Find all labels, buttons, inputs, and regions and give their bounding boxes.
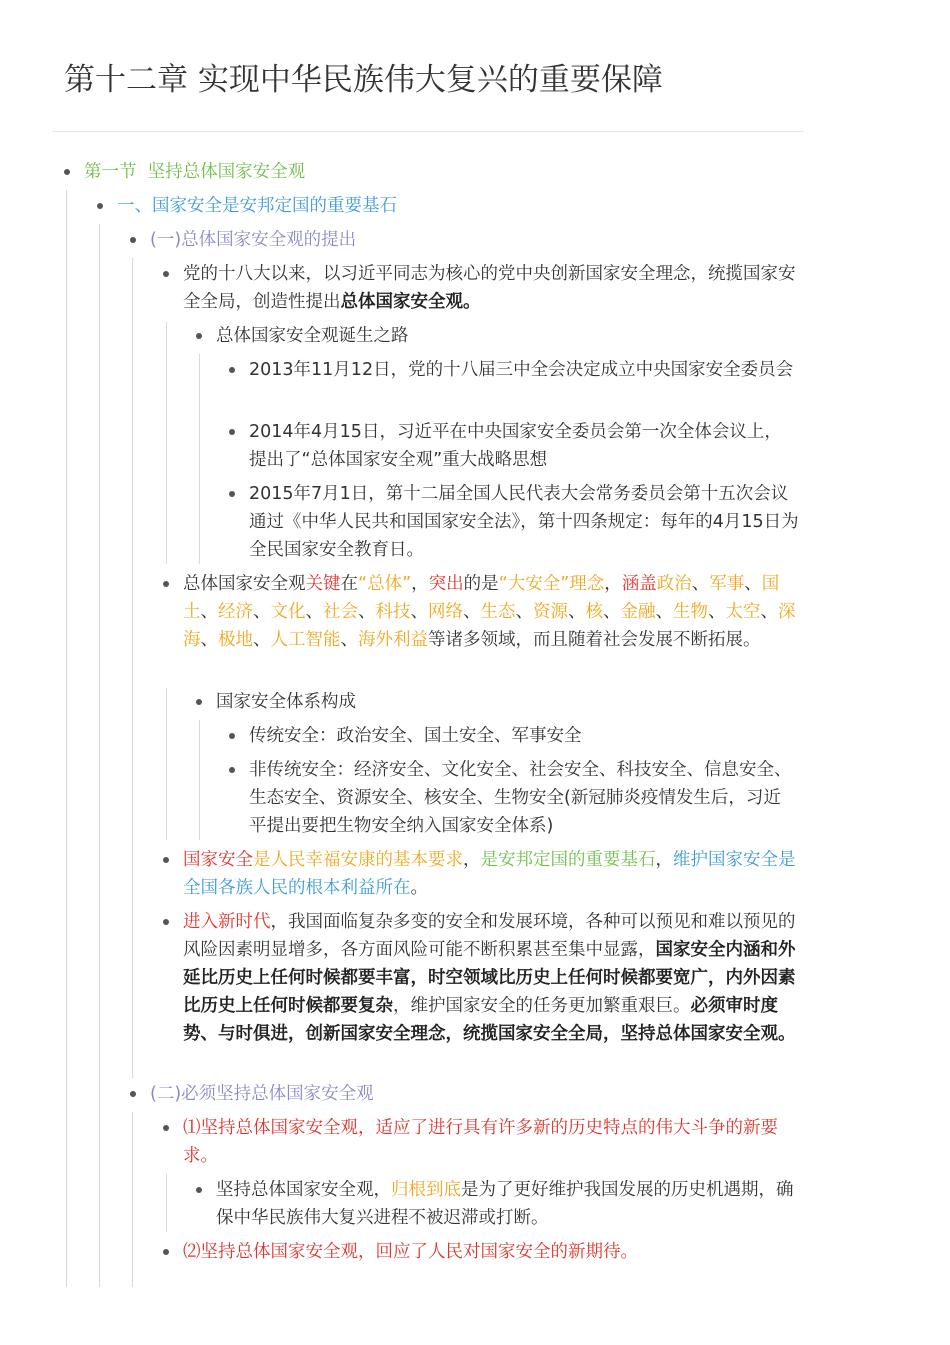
domain-term: 生物 <box>673 602 708 622</box>
list-item: ⑴坚持总体国家安全观，适应了进行具有许多新的历史特点的伟大斗争的新要求。 <box>183 1114 808 1170</box>
domain-term: 政治 <box>656 574 692 594</box>
domain-separator: 、 <box>708 602 726 622</box>
bullet-icon <box>130 1091 136 1097</box>
domain-separator: 、 <box>463 602 481 622</box>
subsection-title: (二)必须坚持总体国家安全观 <box>150 1084 374 1104</box>
domain-term: 极地 <box>218 630 253 650</box>
domain-separator: 、 <box>744 574 762 594</box>
guide-line-level2 <box>99 224 100 1287</box>
bullet-icon <box>196 333 202 339</box>
list-item: 2013年11月12日，党的十八届三中全会决定成立中央国家安全委员会 <box>249 356 797 384</box>
list-item: 总体国家安全观诞生之路 <box>216 322 804 350</box>
part-heading <box>117 192 804 220</box>
list-item: 国家安全体系构成 <box>216 688 804 716</box>
domain-separator: 、 <box>691 574 710 594</box>
page-title: 第十二章 实现中华民族伟大复兴的重要保障 <box>64 62 663 98</box>
domain-term: 海外利益 <box>358 630 428 650</box>
domain-separator: 、 <box>200 630 218 650</box>
domain-separator: 、 <box>253 630 271 650</box>
bullet-icon <box>163 271 169 277</box>
list-item: 非传统安全：经济安全、文化安全、社会安全、科技安全、信息安全、生态安全、资源安全、核安全、生物安全(新冠肺炎疫情发生后，习近平提出要把生物安全纳入国家安全体系) <box>249 756 797 840</box>
bullet-icon <box>196 699 202 705</box>
bullet-icon <box>229 733 235 739</box>
list-item: 2014年4月15日，习近平在中央国家安全委员会第一次全体会议上，提出了“总体国家安全观”重大战略思想 <box>249 418 797 474</box>
guide-line-level3b <box>132 1112 133 1287</box>
domain-separator: 、 <box>515 602 533 622</box>
list-item: 党的十八大以来，以习近平同志为核心的党中央创新国家安全理念，统揽国家安全全局，创造性提出总体国家安全观。 <box>183 260 804 316</box>
guide-line-level4b <box>166 688 167 840</box>
domain-term: 网络 <box>428 602 463 622</box>
domain-term: 国土 <box>183 574 780 622</box>
bullet-icon <box>163 581 169 587</box>
list-item: 坚持总体国家安全观，归根到底是为了更好维护我国发展的历史机遇期，确保中华民族伟大复兴进程不被迟滞或打断。 <box>216 1176 796 1232</box>
domain-term: 经济 <box>218 602 253 622</box>
domain-term: 军事 <box>709 574 745 594</box>
bullet-icon <box>163 1249 169 1255</box>
guide-line-level5b <box>199 720 200 840</box>
domain-separator: 、 <box>603 602 621 622</box>
domain-term: 社会 <box>323 602 358 622</box>
domain-separator: 、 <box>358 602 376 622</box>
domain-term: 金融 <box>620 602 656 622</box>
bullet-icon <box>163 1125 169 1131</box>
section-heading <box>84 158 804 186</box>
guide-line-level5a <box>199 354 200 564</box>
bullet-icon <box>97 203 103 209</box>
guide-line-level4c <box>166 1174 167 1232</box>
bullet-icon <box>163 857 169 863</box>
domain-separator: 、 <box>305 602 323 622</box>
list-item: 2015年7月1日，第十二届全国人民代表大会常务委员会第十五次会议通过《中华人民共和国国家安全法》，第十四条规定：每年的4月15日为全民国家安全教育日。 <box>249 480 801 564</box>
subsection-title: (一)总体国家安全观的提出 <box>150 230 357 250</box>
domain-term: 人工智能 <box>270 630 341 650</box>
domain-term: 文化 <box>270 602 306 622</box>
domain-term: 科技 <box>375 602 411 622</box>
part-title: 一、国家安全是安邦定国的重要基石 <box>117 196 397 216</box>
domain-term: 核 <box>585 602 603 622</box>
list-item: 传统安全：政治安全、国土安全、军事安全 <box>249 722 797 750</box>
domain-separator: 、 <box>340 630 358 650</box>
bullet-icon <box>229 491 235 497</box>
list-item: 进入新时代，我国面临复杂多变的安全和发展环境，各种可以预见和难以预见的风险因素明显增多，各方面风险可能不断积累甚至集中显露，国家安全内涵和外延比历史上任何时候都要丰富，时空领域比历史上任何时候都要宽广，内外因素比历史上任何时候都要复杂，维护国家安全的任务更加繁重艰巨。必须审时度势、与时俱进，创新国家安全理念，统揽国家安全全局，坚持总体国家安全观。 <box>183 908 804 1048</box>
bullet-icon <box>229 367 235 373</box>
bullet-icon <box>196 1187 202 1193</box>
bullet-icon <box>229 767 235 773</box>
list-item: 国家安全是人民幸福安康的基本要求，是安邦定国的重要基石，维护国家安全是全国各族人民的根本利益所在。 <box>183 846 804 902</box>
domain-term: 深海 <box>183 602 796 650</box>
domain-separator: 、 <box>655 602 673 622</box>
domain-separator: 、 <box>568 602 586 622</box>
guide-line-level3a <box>132 258 133 1078</box>
domain-term: 生态 <box>480 602 516 622</box>
section-title: 第一节 坚持总体国家安全观 <box>84 162 306 182</box>
bullet-icon <box>229 429 235 435</box>
title-divider <box>52 131 804 132</box>
guide-line-level4a <box>166 322 167 564</box>
domain-separator: 、 <box>410 602 428 622</box>
subsection-heading <box>150 226 804 254</box>
domain-separator: 、 <box>760 602 778 622</box>
list-item: ⑵坚持总体国家安全观，回应了人民对国家安全的新期待。 <box>183 1238 804 1266</box>
bullet-icon <box>130 237 136 243</box>
list-item: 总体国家安全观关键在“总体”，突出的是“大安全”理念，涵盖政治、军事、国土、经济、文化、社会、科技、网络、生态、资源、核、金融、生物、太空、深海、极地、人工智能、海外利益等诸多领域，而且随着社会发展不断拓展。 <box>183 570 804 654</box>
subsection-heading <box>150 1080 804 1108</box>
bullet-icon <box>64 169 70 175</box>
domain-term: 资源 <box>533 602 568 622</box>
bullet-icon <box>163 919 169 925</box>
domain-separator: 、 <box>200 602 218 622</box>
domain-separator: 、 <box>253 602 271 622</box>
guide-line-level1 <box>66 190 67 1287</box>
domain-term: 太空 <box>725 602 761 622</box>
